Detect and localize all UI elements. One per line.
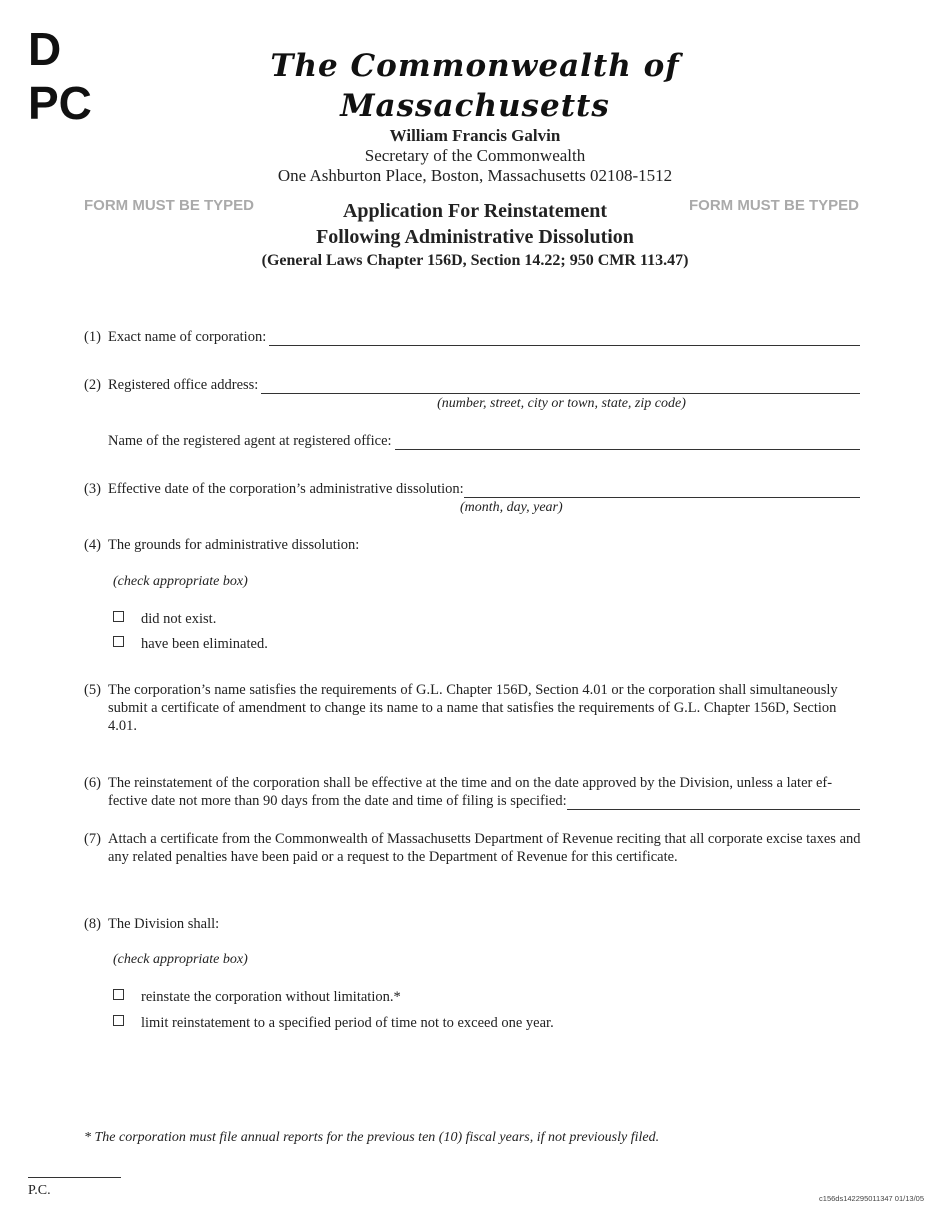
corporation-name-line[interactable] <box>269 331 860 346</box>
effective-date-text-line1: The reinstatement of the corporation shall be effective at the time and on the date approved by the Division, unless a later ef- <box>108 775 833 791</box>
item-number-7: (7) <box>84 831 101 847</box>
date-format-hint: (month, day, year) <box>460 500 563 515</box>
item-number-8: (8) <box>84 916 101 932</box>
address-format-hint: (number, street, city or town, state, zip code) <box>437 396 686 411</box>
effective-date-field <box>108 792 860 810</box>
registered-office-field <box>108 376 860 394</box>
form-title-line2: Following Administrative Dissolution <box>316 226 634 248</box>
item-number-5: (5) <box>84 682 101 698</box>
option-limited-label: limit reinstatement to a specified period of time not to exceed one year. <box>141 1015 554 1031</box>
annual-report-footnote: * The corporation must file annual reports for the previous ten (10) fiscal years, if not previously filed. <box>84 1130 660 1145</box>
item-number-1: (1) <box>84 329 101 345</box>
dissolution-date-field <box>108 480 860 498</box>
pc-signature-line <box>28 1177 121 1178</box>
checkbox-eliminated[interactable] <box>113 636 124 647</box>
item-number-2: (2) <box>84 377 101 393</box>
registered-agent-field <box>108 432 860 450</box>
form-title-line1: Application For Reinstatement <box>342 200 608 222</box>
division-label: The Division shall: <box>108 916 220 932</box>
office-address: One Ashburton Place, Boston, Massachusetts 02108-1512 <box>277 166 673 185</box>
logo-line-pc: PC <box>28 77 92 129</box>
name-requirement-text: The corporation’s name satisfies the requirements of G.L. Chapter 156D, Section 4.01 or the corporation shall simultaneously submit a certificate of amendment to change its name to a name that satisfies the requirements of G.L. Chapter 156D, Section 4.01. <box>108 682 838 734</box>
grounds-option-eliminated[interactable] <box>113 636 268 653</box>
logo-line-d: D <box>28 23 62 75</box>
grounds-label: The grounds for administrative dissolution: <box>108 537 360 553</box>
form-title-block <box>225 198 725 272</box>
item-number-4: (4) <box>84 537 101 553</box>
item-number-6: (6) <box>84 775 101 791</box>
option-eliminated-label: have been eliminated. <box>141 636 268 652</box>
checkbox-no-limit[interactable] <box>113 989 124 1000</box>
corporation-name-label: Exact name of corporation: <box>108 329 267 345</box>
registered-agent-label: Name of the registered agent at registered office: <box>108 433 392 449</box>
page-header <box>150 46 800 186</box>
registered-office-label: Registered office address: <box>108 377 259 393</box>
form-citation: (General Laws Chapter 156D, Section 14.22; 950 CMR 113.47) <box>261 252 689 269</box>
state-title: The Commonwealth of Massachusetts <box>270 48 680 124</box>
dpc-logo <box>28 22 92 130</box>
tax-certificate-text: Attach a certificate from the Commonwealth of Massachusetts Department of Revenue reciting that all corporate excise taxes and any related penalties have been paid or a request to the Department of Revenue for this certificate. <box>108 831 861 865</box>
option-not-exist-label: did not exist. <box>141 611 217 627</box>
option-no-limit-label: reinstate the corporation without limitation.* <box>141 989 401 1005</box>
dissolution-date-line[interactable] <box>464 483 860 498</box>
division-option-no-limit[interactable] <box>113 989 401 1006</box>
division-option-limited[interactable] <box>113 1015 554 1032</box>
registered-office-line[interactable] <box>261 379 860 394</box>
office-title: Secretary of the Commonwealth <box>364 146 586 165</box>
dissolution-date-label: Effective date of the corporation’s administrative dissolution: <box>108 481 464 497</box>
pc-label: P.C. <box>28 1183 51 1198</box>
grounds-option-not-exist[interactable] <box>113 611 216 628</box>
effective-date-line[interactable] <box>567 795 860 810</box>
item-number-3: (3) <box>84 481 101 497</box>
registered-agent-line[interactable] <box>395 435 860 450</box>
form-typed-notice-left: FORM MUST BE TYPED <box>84 197 255 214</box>
division-check-hint: (check appropriate box) <box>113 952 248 967</box>
grounds-check-hint: (check appropriate box) <box>113 574 248 589</box>
corporation-name-field <box>108 328 860 346</box>
form-typed-notice-right: FORM MUST BE TYPED <box>689 197 860 214</box>
official-name: William Francis Galvin <box>389 126 561 145</box>
checkbox-limited[interactable] <box>113 1015 124 1026</box>
date-hint-wrap <box>460 500 860 516</box>
form-code: c156ds142295011347 01/13/05 <box>819 1194 924 1203</box>
effective-date-label: fective date not more than 90 days from the date and time of filing is specified: <box>108 793 567 809</box>
checkbox-not-exist[interactable] <box>113 611 124 622</box>
